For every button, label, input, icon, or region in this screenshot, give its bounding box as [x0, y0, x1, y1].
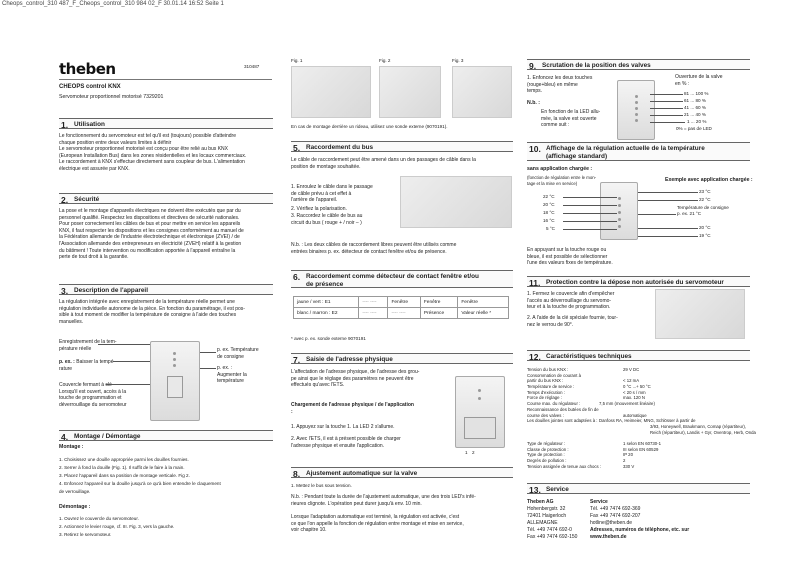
spec-value: 330 V — [623, 463, 635, 469]
left-temp-4: 16 °C — [543, 218, 555, 223]
dismount-step-2: 2. Actionnez le levier rouge, cf. III. Fig. 3, vers la gauche. — [59, 524, 175, 529]
mount-step-1: 1. Choisissez une douille appropriée parmi les douilles fournies. — [59, 457, 189, 462]
fig-2-image — [379, 66, 441, 118]
section-7-text: L'affectation de l'adresse physique, de l'adresse des grou- pe ainsi que le réglage des paramètres ne peuvent être effectués qu'avec l'ETS. — [291, 369, 420, 389]
bus-step-1: 1. Enroulez le câble dans le passage de câble prévu à cet effet à l'arrière de l'appareil. — [291, 184, 373, 204]
spec-label: Classe de protection : — [527, 446, 569, 452]
section-5-header: 5. Raccordement du bus — [291, 141, 513, 152]
section-12-header: 12. Caractéristiques techniques — [527, 350, 750, 361]
spec-value: automatique — [623, 412, 647, 418]
dismount-step-1: 1. Ouvrez le couvercle du servomoteur. — [59, 516, 139, 521]
right-temp-2: 22 °C — [699, 197, 711, 202]
table-footnote: * avec p. ex. sonde externe 9070191 — [291, 336, 366, 341]
spec-value: 7,5 mm (mouvement linéaire) — [599, 401, 655, 407]
valve-range-none: 0% = pas de LED — [676, 126, 712, 131]
spec-value: max. 120 N — [623, 395, 645, 401]
table-row: jaune / vert : E1 ---- ---- Fenêtre Fenêtre Fenêtre — [294, 297, 509, 308]
print-header: Cheops_control_310 487_F_Cheops_control_310 984 02_F 30.01.14 16:52 Seite 1 — [2, 1, 224, 7]
section-7-subtitle: Chargement de l'adresse physique / de l'application : — [291, 402, 414, 415]
temp-device-image — [600, 182, 638, 240]
right-temp-setpoint: Température de consigne p. ex. 21 °C — [677, 205, 729, 217]
company-line: Theben AG — [527, 499, 554, 505]
spec-value: < 20 s / mm — [623, 389, 646, 395]
adjust-step-1: 1. Mettez le bus sous tension. — [291, 483, 352, 488]
section-5-text: Le câble de raccordement peut être amené dans un des passages de câble dans la position de montage souhaitée. — [291, 157, 476, 170]
section-9-nb-text: En fonction de la LED allu- mée, la valve est ouverte comme suit : — [541, 109, 601, 129]
protect-step-2: 2. A l'aide de la clé spéciale fournie, tour- nez le verrou de 90°. — [527, 315, 618, 328]
spec-list — [527, 367, 756, 469]
product-title: CHEOPS control KNX — [59, 84, 121, 90]
dismount-title: Démontage : — [59, 504, 91, 510]
service-line[interactable]: hotline@theben.de — [590, 520, 633, 526]
label-temp-sensor: Enregistrement de la tem- pérature réelle — [59, 339, 117, 352]
spec-value: 29 V DC — [623, 367, 640, 372]
spec-value: 2 — [623, 458, 626, 463]
service-line: Adresses, numéros de téléphone, etc. sur — [590, 527, 690, 533]
valve-range-3: 41 ... 60 % — [684, 105, 706, 110]
adjust-note: N.b. : Pendant toute la durée de l'ajustement automatique, une des trois LED's infé- rieures clignote. L'opération peut durer jusqu'à env. 10 min. — [291, 494, 476, 507]
service-line: Fax +49 7474 692-207 — [590, 513, 641, 519]
spec-label: Type de protection : — [527, 452, 565, 458]
spec-value: IP 20 — [623, 452, 633, 458]
valve-device-image — [617, 80, 655, 140]
spec-label: partir du bus KNX : — [527, 378, 564, 384]
left-temp-1: 22 °C — [543, 194, 555, 199]
valve-range-1: 81 ... 100 % — [684, 91, 709, 96]
left-temp-3: 18 °C — [543, 210, 555, 215]
spec-label: Temps d'exécution : — [527, 389, 565, 395]
spec-value: < 12 mA — [623, 378, 640, 384]
spec-value: 3/93, Honeywell, Braukmann, Comap (répartiteur), — [650, 423, 747, 429]
company-line: 72401 Haigerloch — [527, 513, 567, 519]
key-image — [655, 289, 745, 339]
valve-range-5: 1 ... 20 % — [687, 119, 707, 124]
section-6-header: 6. Raccordement comme détecteur de contact fenêtre et/ou de présence — [291, 270, 513, 288]
fig-1-label: Fig. 1 — [291, 58, 303, 63]
protect-step-1: 1. Fermez le couvercle afin d'empêcher l'accès au déverrouillage du servomo- teur et à la touche de programmation. — [527, 291, 615, 311]
section-9-header: 9. Scrutation de la position des valves — [527, 59, 750, 70]
section-1-text: Le fonctionnement du servomoteur est tel qu'il est (toujours) possible d'atteindre chaque position entre deux valeurs limites à définir Le servomoteur proportionnel motorisé est conçu pour être relié au bus KNX (European Installation Bus) dans les zones résidentielles et les locaux commerciaux. Le raccordement à KNX s'effectue directement sans coupleur de bus. L'alimentation électrique est assurée par KNX. — [59, 133, 247, 172]
spec-row — [527, 464, 752, 470]
spec-value: 1 selon EN 60730-1 — [623, 440, 661, 446]
adjust-text: Lorsque l'adaptation automatique est terminé, la régulation est activée, c'est ce que l'on appelle la fonction de régulation entre montage et mise en service, voir chapitre 10. — [291, 514, 464, 534]
bus-step-2: 2. Vérifiez la polarisation. — [291, 206, 347, 212]
mount-step-3: 3. Placez l'appareil dans sa position de montage verticale. Fig 2. — [59, 473, 190, 478]
spec-value: 0 °C ...+ 50 °C — [623, 384, 651, 390]
address-device-image — [455, 376, 505, 448]
mount-step-4b: de verrouillage. — [59, 489, 91, 494]
key-1-label: 1 — [465, 450, 468, 455]
label-lower-temp: p. ex. : Baisser la tempé- rature — [59, 359, 116, 372]
spec-label: Force de réglage : — [527, 395, 562, 401]
left-temp-5: 5 °C — [546, 226, 555, 231]
spec-value: III selon EN 60529 — [623, 446, 659, 452]
section-2-header: 2. Sécurité — [59, 193, 273, 204]
app-title: Exemple avec application chargée : — [665, 177, 753, 183]
company-line: Fax +49 7474 692-150 — [527, 534, 578, 540]
right-temp-5: 19 °C — [699, 233, 711, 238]
theben-logo: theben — [59, 60, 116, 78]
section-2-text: La pose et le montage d'appareils électriques ne doivent être exécutés que par du personnel qualifié. Respectez les dispositions et directives de sécurité nationales. Pour poser correctement les câbles de bus et pour mettre en service les appareils KNX, il faut respecter les dispositions et les consignes conformément au manuel de la Fédération allemande de l'industrie électrotechnique et électronique (ZVEI) / de l'Association allemande des entrepreneurs en électricité (ZVEH) relatif à la gestion du bâtiment ! Toute intervention ou modification apportée à l'appareil entraîne la perte de tout droit à la garantie. — [59, 208, 244, 261]
section-3-header: 3. Description de l'appareil — [59, 284, 273, 295]
mount-step-4: 4. Enfoncez l'appareil sur la douille jusqu'à ce qu'à bien entendre le claquement — [59, 481, 221, 486]
mounting-title: Montage : — [59, 444, 84, 450]
ref-number: 310487 — [244, 64, 260, 69]
section-9-step: 1. Enfoncez les deux touches (rouge+bleu) en même temps. — [527, 75, 593, 95]
valve-range-2: 61 ... 80 % — [684, 98, 706, 103]
bus-step-3: 3. Raccordez le câble de bus au circuit du bus ( rouge + / noir – ) — [291, 213, 363, 226]
label-raise-temp: p. ex. : Augmenter la température — [217, 365, 247, 385]
device-illustration — [150, 341, 200, 421]
address-step-1: 1. Appuyez sur la touche 1. La LED 2 s'allume. — [291, 424, 395, 430]
company-line: ALLEMAGNE — [527, 520, 558, 526]
service-line: Service — [590, 499, 608, 505]
company-line: Hohenbergstr. 32 — [527, 506, 566, 512]
address-step-2: 2. Avec l'ETS, il est à présent possible de charger l'adresse physique et ensuite l'application. — [291, 436, 401, 449]
section-13-header: 13. Service — [527, 483, 750, 494]
spec-label: Course max. du régulateur : — [527, 401, 581, 407]
bus-note: N.b. : Les deux câbles de raccordement libres peuvent être utilisés comme entrées binaires p. ex. détecteur de contact fenêtre et/ou de présence. — [291, 242, 457, 255]
spec-label: course des valves : — [527, 412, 564, 418]
spec-label: Tension du bus KNX : — [527, 367, 569, 372]
product-subtitle: Servomoteur proportionnel motorisé 7329201 — [59, 94, 164, 100]
valve-range-4: 21 ... 40 % — [684, 112, 706, 117]
mount-step-2: 2. Serrer à fond la douille (Fig. 1). Il suffit de le faire à la main. — [59, 465, 185, 470]
spec-value: Reich (répartiteur), Landis + Gyr, Oventrop, Herb, Onda — [650, 429, 756, 435]
spec-label: Les douilles jointes sont adaptées à : — [527, 418, 598, 424]
company-line: Tél. +49 7474 692-0 — [527, 527, 572, 533]
label-setpoint: p. ex. Température de consigne — [217, 347, 259, 360]
right-temp-1: 23 °C — [699, 189, 711, 194]
section-8-header: 8. Ajustement automatique sur la valve — [291, 467, 513, 478]
section-9-nb: N.b. : — [527, 100, 540, 106]
spec-label: Tension assignée de tenue aux chocs : — [527, 463, 602, 469]
section-3-text: La régulation intégrée avec enregistrement de la température réelle permet une régulation individuelle autonome de la pièce. En fonction du paramétrage, il est pos- sible à tout moment de modifier la température de consigne à l'aide des touches manuelles. — [59, 299, 245, 325]
no-app-title: sans application chargée : — [527, 166, 593, 172]
fig-2-label: Fig. 2 — [379, 58, 391, 63]
no-app-subtitle: (fonction de régulation entre le mon- tage et la mise en service) — [527, 175, 597, 186]
spec-value: Danfoss RA, Heimeier, MNG, Schlösser à partir de — [599, 418, 696, 424]
spec-label: Reconnaissance des butées de fin de — [527, 406, 599, 412]
section-7-header: 7. Saisie de l'adresse physique — [291, 353, 513, 364]
service-line[interactable]: www.theben.de — [590, 534, 627, 540]
section-10-header: 10. Affichage de la régulation actuelle de la température (affichage standard) — [527, 142, 750, 161]
spec-label: Consommation de courant à — [527, 372, 581, 378]
table-row: blanc / marron : E2 ---- ---- ---- ---- Présence Valeur réelle * — [294, 308, 509, 319]
section-1-header: 1. Utilisation — [59, 118, 273, 129]
fig-3-image — [452, 66, 512, 118]
dismount-step-3: 3. Retirez le servomoteur. — [59, 532, 112, 537]
section-11-header: 11. Protection contre la dépose non autorisée du servomoteur — [527, 276, 750, 287]
fig-1-image — [291, 66, 371, 118]
section-4-header: 4. Montage / Démontage — [59, 430, 273, 441]
spec-label: Type de régulateur : — [527, 440, 566, 446]
bus-cable-image — [400, 176, 512, 228]
contact-table — [293, 296, 509, 319]
left-temp-2: 20 °C — [543, 202, 555, 207]
fig-3-label: Fig. 3 — [452, 58, 464, 63]
company-address — [527, 499, 577, 541]
service-line: Tél. +49 7474 692-369 — [590, 506, 641, 512]
right-temp-4: 20 °C — [699, 225, 711, 230]
valve-opening-title: Ouverture de la valve en % : — [675, 74, 723, 87]
spec-label: Température de service : — [527, 384, 575, 390]
label-cover: Couvercle fermant à clé Lorsqu'il est ouvert, accès à la touche de programmation et déverrouillage du servomoteur — [59, 382, 127, 408]
fig-note: En cas de montage derrière un rideau, utilisez une sonde externe (9070191). — [291, 124, 448, 129]
key-2-label: 2 — [472, 450, 475, 455]
section-10-text: En appuyant sur la touche rouge ou bleue, il est possible de sélectionner l'une des valeurs fixes de température. — [527, 247, 613, 267]
service-contact — [590, 499, 689, 541]
spec-label: Degrés de pollution : — [527, 458, 567, 463]
